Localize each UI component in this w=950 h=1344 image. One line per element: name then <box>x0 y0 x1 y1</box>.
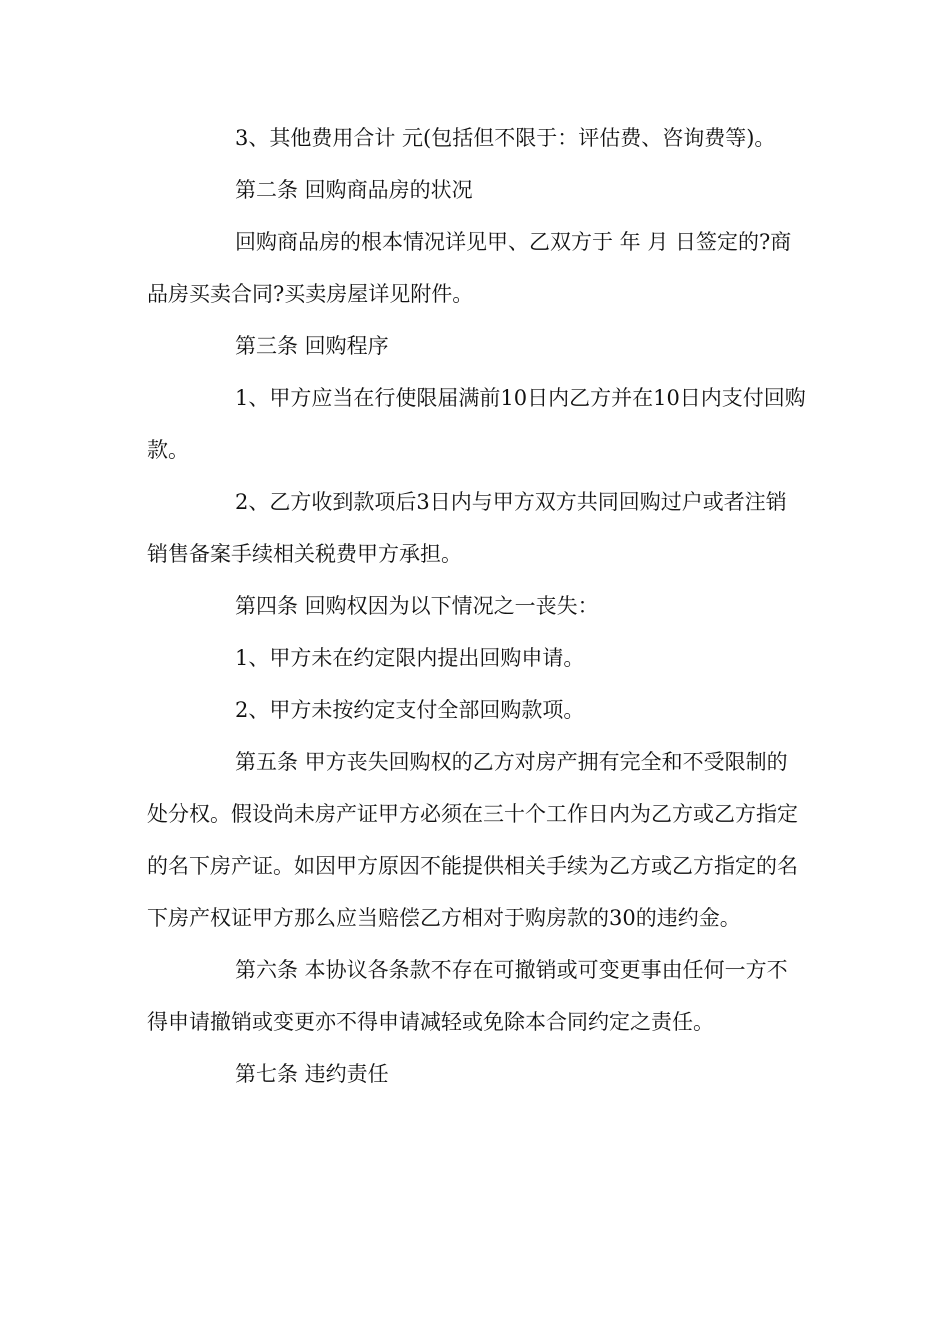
heading-article-2: 第二条 回购商品房的状况 <box>235 178 473 202</box>
paragraph-other-fees: 3、其他费用合计 元(包括但不限于：评估费、咨询费等)。 <box>235 126 776 150</box>
paragraph-article-5: 第五条 甲方丧失回购权的乙方对房产拥有完全和不受限制的处分权。假设尚未房产证甲方必须在三十个工作日内为乙方或乙方指定的名下房产证。如因甲方原因不能提供相关手续为乙方或乙方指定的名下房产权证甲方那么应当赔偿乙方相对于购房款的30的违约金。 <box>147 750 798 930</box>
paragraph-procedure-2: 2、乙方收到款项后3日内与甲方双方共同回购过户或者注销销售备案手续相关税费甲方承担。 <box>147 490 787 566</box>
heading-article-3: 第三条 回购程序 <box>235 334 389 358</box>
heading-article-7: 第七条 违约责任 <box>235 1062 389 1086</box>
document-body <box>147 112 807 1100</box>
paragraph-article-6: 第六条 本协议各条款不存在可撤销或可变更事由任何一方不得申请撤销或变更亦不得申请减轻或免除本合同约定之责任。 <box>147 958 788 1034</box>
paragraph-procedure-1: 1、甲方应当在行使限届满前10日内乙方并在10日内支付回购款。 <box>147 386 806 462</box>
heading-article-4: 第四条 回购权因为以下情况之一丧失： <box>235 594 599 618</box>
paragraph-loss-1: 1、甲方未在约定限内提出回购申请。 <box>235 646 585 670</box>
paragraph-property-status: 回购商品房的根本情况详见甲、乙双方于 年 月 日签定的?商品房买卖合同?买卖房屋详见附件。 <box>147 230 792 306</box>
paragraph-loss-2: 2、甲方未按约定支付全部回购款项。 <box>235 698 585 722</box>
